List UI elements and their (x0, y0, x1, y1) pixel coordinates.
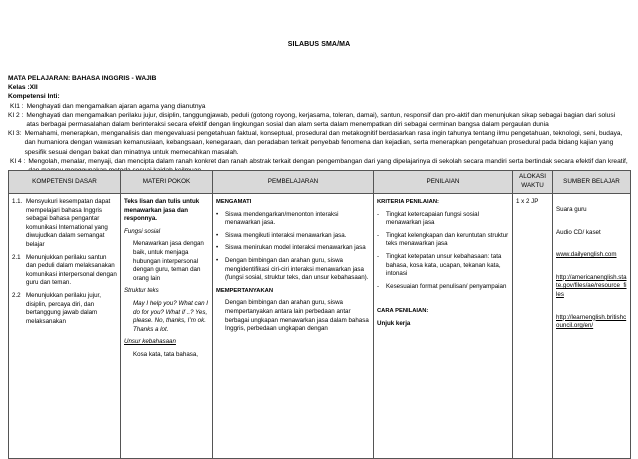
kd-text: Menunjukkan perilaku santun dan peduli dalam melaksanakan komunikasi interpersonal dengan guru dan teman. (26, 253, 117, 287)
table-row (9, 194, 631, 459)
header-sumber: SUMBER BELAJAR (553, 171, 631, 194)
mempertanyakan-label: MEMPERTANYAKAN (216, 287, 274, 294)
bullet-icon: • (216, 210, 219, 218)
ki-item (8, 111, 628, 129)
mempertanyakan-text: Dengan bimbingan dan arahan guru, siswa mempertanyakan antara lain perbedaan antar berbagai ungkapan menawarkan jasa dalam bahasa Inggris, perbedaan ungkapan dengan (225, 299, 369, 333)
ki-text: Menghayati dan mengamalkan perilaku jujur, disiplin, tanggungjawab, peduli (gotong royong, kerjasama, toleran, damai), santun, responsif dan pro-aktif dan menunjukan sikap sebagai bagian dari solusi atas berbagai permasalahan dalam berinteraksi secara efektif dengan lingkungan sosial dan alam serta dalam menempatkan diri sebagai cerminan bangsa dalam pergaulan dunia (26, 111, 616, 129)
header-alokasi: ALOKASI WAKTU (513, 171, 553, 194)
source-link[interactable]: http://learnenglish.britishcouncil.org/en/ (556, 313, 627, 330)
cara-penilaian-label: CARA PENILAIAN: (377, 308, 429, 315)
ki-text: Memahami, menerapkan, menganalisis dan mengevaluasi pengetahuan faktual, konseptual, prosedural dan metakognitif berdasarkan rasa ingin tahunya tentang ilmu pengetahuan, teknologi, seni, budaya, dan humaniora dengan wawasan kemanusiaan, kebangsaan, kenegaraan, dan peradaban terkait penyebab fenomena dan kejadian, serta menerapkan pengetahuan prosedural pada bidang kajian yang spesifik sesuai dengan bakat dan minatnya untuk memecahkan masalah. (24, 130, 623, 156)
source-item: Suara guru (556, 206, 587, 213)
ki-text: Menghayati dan mengamalkan ajaran agama yang dianutnya (26, 102, 206, 110)
kd-text: Mensyukuri kesempatan dapat mempelajari bahasa Inggris sebagai bahasa pengantar komunikasi International yang diwujudkan dalam semangat belajar (26, 198, 111, 248)
kd-number: 2.2 (12, 291, 21, 299)
list-item-text: Tingkat ketercapaian fungsi sosial menawarkan jasa (386, 210, 479, 227)
fungsi-sosial-label: Fungsi sosial (124, 227, 161, 235)
list-item-text: Siswa mendengarkan/menonton interaksi menawarkan jasa. (225, 210, 339, 227)
ki-item (8, 129, 628, 157)
bullet-icon: • (216, 231, 219, 239)
list-item (216, 232, 370, 241)
source-link[interactable]: www.dailyenglish.com (556, 251, 617, 259)
materi-cell (121, 194, 213, 459)
list-item-text: Siswa menirukan model interaksi menawarkan jasa (225, 244, 366, 252)
class-line: Kelas :XII (8, 84, 38, 92)
kd-text: Menunjukkan perilaku jujur, disiplin, percaya diri, dan bertanggung jawab dalam melaksanakan (26, 291, 101, 325)
dash-icon: - (377, 231, 380, 239)
core-competence-heading: Kompetensi Inti: (8, 93, 60, 101)
dash-icon: - (377, 210, 380, 218)
struktur-teks-label: Struktur teks (124, 287, 159, 295)
struktur-teks-text: May I help you? What can I do for you? What if ..? Yes, please. No, thanks, I’m ok. Thanks a lot. (133, 299, 208, 333)
list-item (377, 253, 509, 279)
unsur-kebahasaan-text: Kosa kata, tata bahasa, (133, 350, 199, 358)
list-item-text: Tingkat ketepatan unsur kebahasaan: tata bahasa, kosa kata, ucapan, tekanan kata, intonasi (386, 252, 502, 278)
header-penilaian: PENILAIAN (374, 171, 513, 194)
dash-icon: - (377, 282, 380, 290)
ki-label: KI1 : (10, 102, 24, 110)
ki-text: Mengolah, menalar, menyaji, dan mencipta dalam ranah konkret dan ranah abstrak terkait dengan pengembangan dari yang dipelajarinya di sekolah secara mandiri serta bertindak secara efektif dan kreatif, (28, 157, 628, 165)
sumber-cell (553, 194, 631, 459)
bullet-icon: • (216, 256, 219, 264)
ki-item (8, 102, 628, 111)
list-item-text: Tingkat kelengkapan dan keruntutan struktur teks menawarkan jasa (386, 231, 509, 248)
kd-cell (9, 194, 121, 459)
alokasi-value: 1 x 2 JP (516, 198, 539, 205)
ki-label: KI 3: (8, 130, 22, 138)
page-title: SILABUS SMA/MA (287, 41, 351, 48)
list-item (377, 211, 509, 228)
ki-label: KI 2 : (8, 111, 24, 119)
alokasi-cell (513, 194, 553, 459)
syllabus-table (8, 170, 631, 459)
subject-line: MATA PELAJARAN: BAHASA INGGRIS - WAJIB (8, 75, 157, 82)
dash-icon: - (377, 252, 380, 260)
list-item (216, 257, 370, 283)
list-item-text: Siswa mengikuti interaksi menawarkan jasa. (225, 231, 347, 239)
list-item (216, 244, 370, 253)
kd-number: 2.1 (12, 253, 21, 261)
list-item-text: Dengan bimbingan dan arahan guru, siswa mengidentifikasi ciri-ciri interaksi menawarkan jasa (fungsi sosial, struktur teks, dan unsur kebahasaan). (225, 256, 369, 282)
kd-item (12, 292, 117, 326)
document-header (8, 74, 628, 175)
unsur-kebahasaan-label: Unsur kebahasaan (124, 338, 176, 346)
penilaian-cell (374, 194, 513, 459)
source-link[interactable]: http://americanenglish.state.gov/files/ae/resource_files (556, 273, 627, 298)
unjuk-kerja-text: Unjuk kerja (377, 319, 411, 327)
kd-item (12, 198, 117, 250)
kd-number: 1.1. (12, 198, 23, 205)
ki-label: KI 4 : (10, 157, 26, 165)
list-item (216, 211, 370, 228)
fungsi-sosial-text: Menawarkan jasa dengan baik, untuk menjaga hubungan interpersonal dengan guru, teman dan orang lain (133, 240, 204, 282)
list-item-text: Kesesuaian format penulisan/ penyampaian (386, 282, 507, 290)
header-kd: KOMPETENSI DASAR (9, 171, 121, 194)
header-pembelajaran: PEMBELAJARAN (213, 171, 374, 194)
materi-heading: Teks lisan dan tulis untuk menawarkan jasa dan responnya. (124, 198, 200, 223)
list-item (377, 232, 509, 249)
source-item: Audio CD/ kaset (556, 228, 601, 236)
table-header-row (9, 171, 631, 194)
mengamati-label: MENGAMATI (216, 199, 252, 205)
bullet-icon: • (216, 244, 219, 252)
header-materi: MATERI POKOK (121, 171, 213, 194)
pembelajaran-cell (213, 194, 374, 459)
kd-item (12, 254, 117, 288)
list-item (377, 283, 509, 292)
kriteria-penilaian-label: KRITERIA PENILAIAN: (377, 199, 439, 205)
